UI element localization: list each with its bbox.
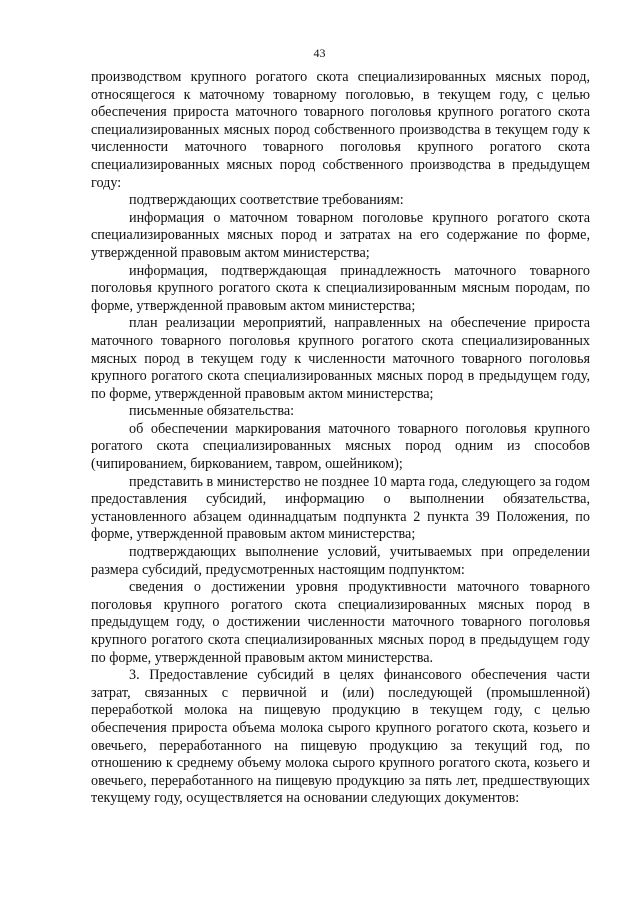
paragraph-3: информация о маточном товарном поголовье крупного рогатого скота специализированных мясных пород и затратах на его содержание по форме, утвержденной правовым актом министерства; [91, 209, 590, 261]
paragraph-5: план реализации мероприятий, направленных на обеспечение прироста маточного товарного поголовья крупного рогатого скота специализированных мясных пород в текущем году к численности маточного товарного поголовья крупного рогатого скота специализированных мясных пород в предыдущем году, по форме, утвержденной правовым актом министерства; [91, 315, 590, 402]
paragraph-4: информация, подтверждающая принадлежность маточного товарного поголовья крупного рогатого скота к специализированным мясным породам, по форме, утвержденной правовым актом министерства; [91, 262, 590, 314]
paragraph-11: 3. Предоставление субсидий в целях финансового обеспечения части затрат, связанных с первичной и (или) последующей (промышленной) переработкой молока на пищевую продукцию в текущем году, с целью обеспечения прироста объема молока сырого крупного рогатого скота, козьего и овечьего, переработанного на пищевую продукцию за текущий год, по отношению к среднему объему молока сырого крупного рогатого скота, козьего и овечьего, переработанного на пищевую продукцию за пять лет, предшествующих текущему году, осуществляется на основании следующих документов: [91, 667, 590, 807]
body-text [91, 69, 590, 808]
paragraph-7: об обеспечении маркирования маточного товарного поголовья крупного рогатого скота специализированных мясных пород одним из способов (чипированием, биркованием, тавром, ошейником); [91, 420, 590, 473]
paragraph-9: подтверждающих выполнение условий, учитываемых при определении размера субсидий, предусмотренных настоящим подпунктом: [91, 544, 590, 578]
paragraph-2: подтверждающих соответствие требованиям: [129, 192, 404, 209]
page-number: 43 [313, 46, 326, 60]
paragraph-10: сведения о достижении уровня продуктивности маточного товарного поголовья крупного рогатого скота специализированных мясных пород в предыдущем году, о достижении численности маточного товарного поголовья крупного рогатого скота специализированных мясных пород в предыдущем году по форме, утвержденной правовым актом министерства. [91, 579, 590, 666]
paragraph-6: письменные обязательства: [129, 403, 295, 420]
paragraph-1: производством крупного рогатого скота специализированных мясных пород, относящегося к маточному товарному поголовью, в текущем году, с целью обеспечения прироста маточного товарного поголовья крупного рогатого скота специализированных мясных пород собственного производства в текущем году к численности маточного товарного поголовья крупного рогатого скота специализированных мясных пород собственного производства в предыдущем году: [91, 69, 590, 191]
paragraph-8: представить в министерство не позднее 10 марта года, следующего за годом предоставления субсидий, информацию о выполнении обязательства, установленного абзацем одиннадцатым подпункта 2 пункта 39 Положения, по форме, утвержденной правовым актом министерства; [91, 473, 590, 543]
